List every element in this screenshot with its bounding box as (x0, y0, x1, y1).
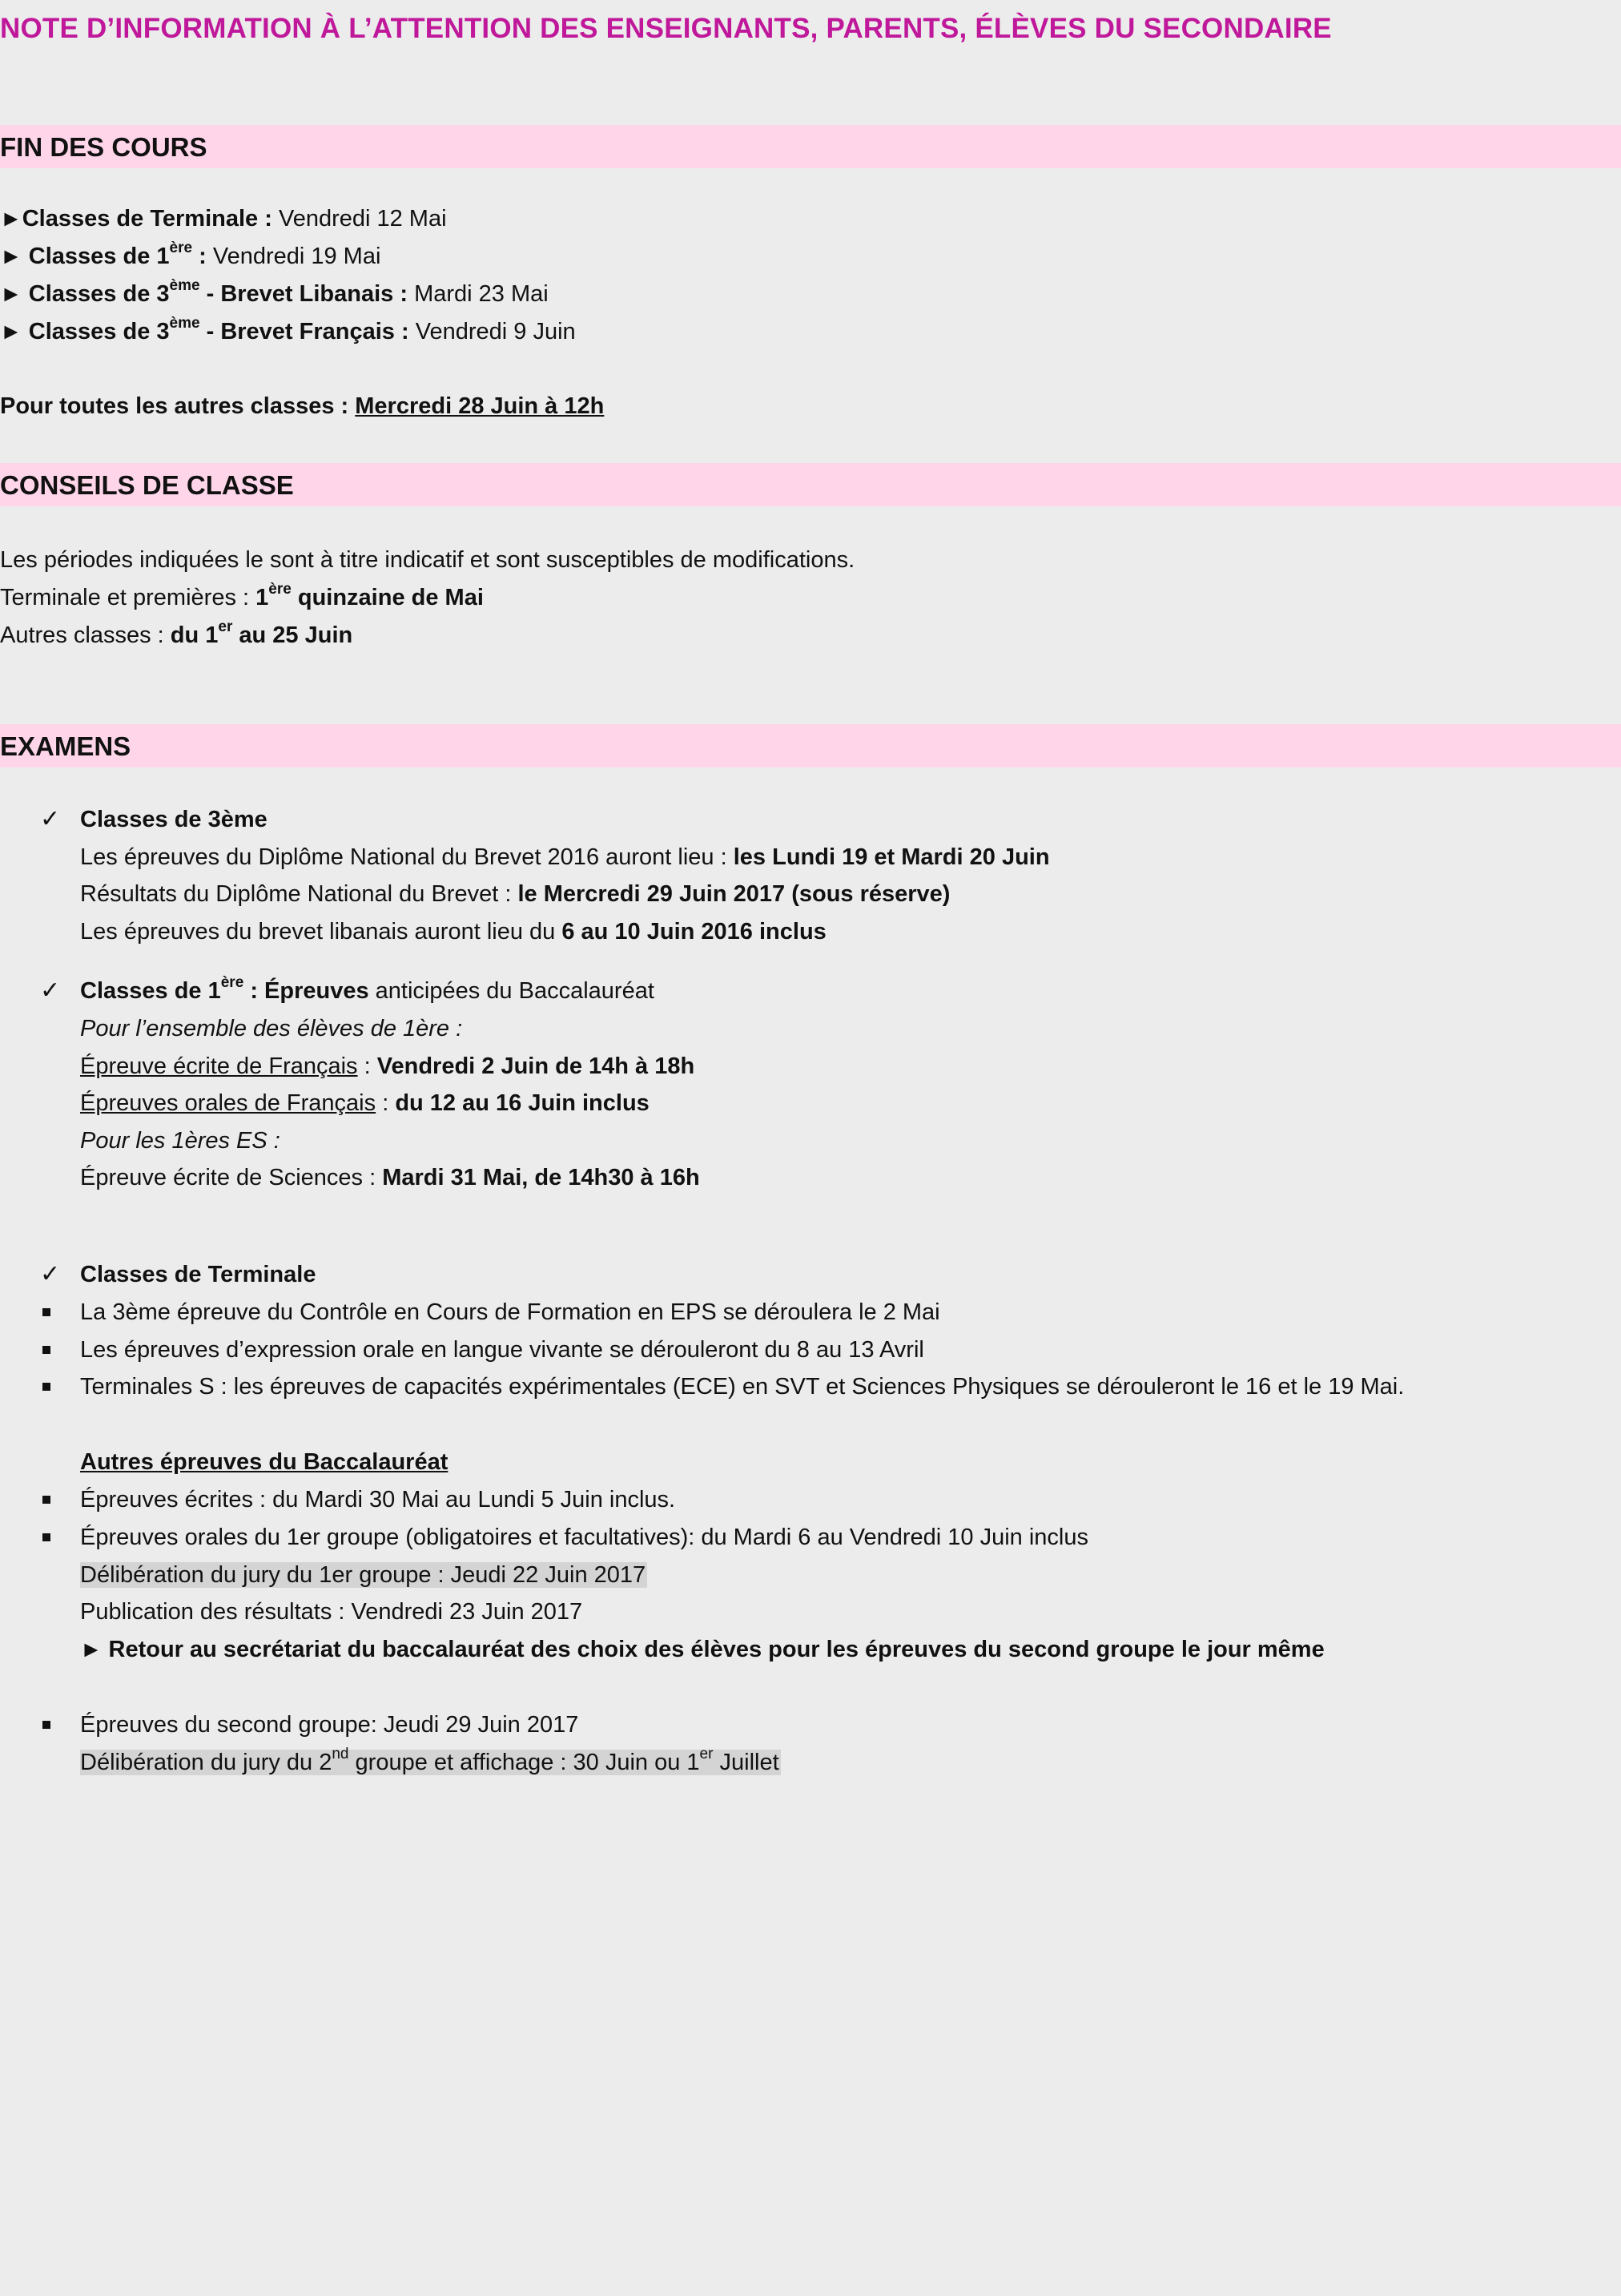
section-header-conseils (0, 463, 1621, 506)
bullet-item: La 3ème épreuve du Contrôle en Cours de Formation en EPS se déroulera le 2 Mai (0, 1299, 1621, 1326)
bullet-item: Épreuves écrites : du Mardi 30 Mai au Lundi 5 Juin inclus. (0, 1486, 1621, 1513)
exam-3eme-line-2: Résultats du Diplôme National du Brevet : le Mercredi 29 Juin 2017 (sous réserve) (80, 881, 951, 907)
fin-cours-brevet-libanais: ► Classes de 3ème - Brevet Libanais : Mardi 23 Mai (0, 277, 549, 307)
arrow-icon: ► (0, 281, 22, 306)
square-bullet-icon (42, 1346, 50, 1354)
bullet-item: Terminales S : les épreuves de capacités expérimentales (ECE) en SVT et Sciences Physiques se dérouleront le 16 et le 19 Mai. (0, 1373, 1621, 1400)
arrow-icon: ► (80, 1637, 109, 1662)
arrow-icon: ► (0, 244, 22, 268)
exam-3eme-line-3: Les épreuves du brevet libanais auront lieu du 6 au 10 Juin 2016 inclus (80, 919, 827, 945)
publication-resultats: Publication des résultats : Vendredi 23 Juin 2017 (80, 1599, 583, 1625)
bullet-item: Épreuves du second groupe: Jeudi 29 Juin 2017 (0, 1711, 1621, 1738)
exam-3eme-line-1: Les épreuves du Diplôme National du Brevet 2016 auront lieu : les Lundi 19 et Mardi 20 Juin (80, 844, 1050, 870)
arrow-icon: ► (0, 206, 22, 231)
section-title: EXAMENS (0, 731, 131, 761)
check-icon: ✓ (40, 806, 61, 832)
conseils-autres: Autres classes : du 1er au 25 Juin (0, 618, 353, 648)
section-header-examens (0, 724, 1621, 767)
square-bullet-icon (42, 1533, 50, 1541)
section-title: CONSEILS DE CLASSE (0, 470, 294, 500)
square-bullet-icon (42, 1308, 50, 1316)
square-bullet-icon (42, 1721, 50, 1729)
square-bullet-icon (42, 1383, 50, 1391)
deliberation-2nd-groupe: Délibération du jury du 2nd groupe et affichage : 30 Juin ou 1er Juillet (80, 1746, 779, 1775)
exam-terminale-title: Classes de Terminale (80, 1262, 316, 1287)
section-header-fin-des-cours (0, 125, 1621, 168)
deliberation-1er-groupe: Délibération du jury du 1er groupe : Jeudi 22 Juin 2017 (80, 1562, 646, 1588)
section-title: FIN DES COURS (0, 132, 207, 162)
check-icon: ✓ (40, 1261, 61, 1287)
fin-cours-autres-classes: Pour toutes les autres classes : Mercredi 28 Juin à 12h (0, 393, 605, 419)
conseils-note: Les périodes indiquées le sont à titre indicatif et sont susceptibles de modifications. (0, 547, 855, 573)
exam-3eme-title: Classes de 3ème (80, 807, 267, 832)
conseils-terminale: Terminale et premières : 1ère quinzaine de Mai (0, 581, 484, 610)
exam-1ere-line-5: Épreuve écrite de Sciences : Mardi 31 Mai, de 14h30 à 16h (80, 1165, 700, 1190)
retour-secretariat: ► Retour au secrétariat du baccalauréat des choix des élèves pour les épreuves du second groupe le jour même (80, 1637, 1325, 1662)
square-bullet-icon (42, 1496, 50, 1504)
arrow-icon: ► (0, 319, 22, 344)
fin-cours-premiere: ► Classes de 1ère : Vendredi 19 Mai (0, 240, 381, 269)
autres-epreuves-title: Autres épreuves du Baccalauréat (80, 1449, 448, 1475)
check-icon: ✓ (40, 977, 61, 1004)
exam-1ere-title: Classes de 1ère : Épreuves anticipées du Baccalauréat (80, 974, 654, 1004)
page-title: NOTE D’INFORMATION À L’ATTENTION DES ENSEIGNANTS, PARENTS, ÉLÈVES DU SECONDAIRE (0, 13, 1332, 44)
exam-1ere-line-2: Épreuve écrite de Français : Vendredi 2 Juin de 14h à 18h (80, 1053, 695, 1079)
fin-cours-brevet-francais: ► Classes de 3ème - Brevet Français : Vendredi 9 Juin (0, 315, 576, 344)
exam-1ere-line-1: Pour l’ensemble des élèves de 1ère : (80, 1016, 463, 1041)
bullet-item: Épreuves orales du 1er groupe (obligatoires et facultatives): du Mardi 6 au Vendredi 10 Juin inclus (0, 1524, 1621, 1551)
bullet-item: Les épreuves d’expression orale en langue vivante se dérouleront du 8 au 13 Avril (0, 1336, 1621, 1364)
exam-1ere-line-4: Pour les 1ères ES : (80, 1128, 280, 1154)
exam-1ere-line-3: Épreuves orales de Français : du 12 au 16 Juin inclus (80, 1090, 650, 1116)
fin-cours-terminale: ►Classes de Terminale : Vendredi 12 Mai (0, 206, 447, 232)
